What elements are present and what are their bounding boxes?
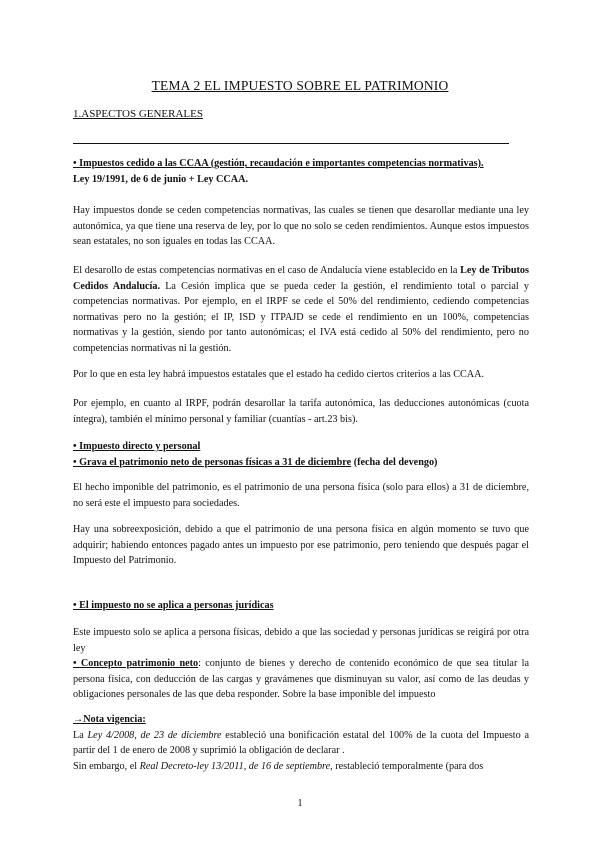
paragraph-8 <box>73 656 529 703</box>
nota-line2-pre: Sin embargo, el <box>73 760 140 772</box>
page-number: 1 <box>297 798 303 809</box>
law-reference: Ley 19/1991, de 6 de junio + Ley CCAA. <box>73 173 249 185</box>
nota-ley-4-2008: Ley 4/2008, de 23 de diciembre <box>87 729 222 741</box>
page-title: TEMA 2 EL IMPUESTO SOBRE EL PATRIMONIO <box>151 78 449 93</box>
bullet-personas-juridicas-text: • El impuesto no se aplica a personas jurídicas <box>73 600 274 611</box>
paragraph-4: Por ejemplo, en cuanto al IRPF, podrán desarollar la tarifa autonómica, las deducciones autonómicas (cuota íntegra), también el mínimo personal y familiar (cuantías - art.23 bis). <box>73 398 529 425</box>
bullet-grava-patrimonio-rest: (fecha del devengo) <box>351 456 438 468</box>
concepto-patrimonio-text: : conjunto de bienes y derecho de contenido económico de que sea titular la persona física, con deducción de las cargas y gravámenes que disminuyan su valor, así como de las deudas y obligaciones personales de las que deba responder. Sobre la base imponible del impuesto <box>73 658 530 701</box>
paragraph-3: Por lo que en esta ley habrá impuestos estatales que el estado ha cedido ciertos criterios a las CCAA. <box>73 369 485 380</box>
paragraph-1: Hay impuestos donde se ceden competencias normativas, las cuales se tienen que desarollar mediante una ley autonómica, ya que tiene una reserva de ley, por lo que no solo se ceden rendimientos. Aunque estos impuestos sean estatales, no son iguales en todas las CCAA. <box>73 205 529 248</box>
paragraph-6: Hay una sobreexposición, debido a que el patrimonio de una persona física en algún momento se tuvo que adquirir; habiendo entonces pagado antes un impuesto por ese patrimonio, pero teniendo que después pagar el Impuesto del Patrimonio. <box>73 524 529 567</box>
bullet-personas-juridicas <box>73 598 529 614</box>
nota-line2-post: restableció temporalmente (para dos <box>332 760 484 772</box>
nota-line1-pre: La <box>73 729 88 741</box>
paragraph-2 <box>73 263 529 357</box>
nota-vigencia-label: →Nota vigencia: <box>73 714 146 725</box>
paragraph-2-law: Ley de Tributos Cedidos Andalucía. <box>73 265 529 292</box>
concepto-patrimonio-label: • Concepto patrimonio neto <box>73 658 199 669</box>
bullet-directo-personal: • Impuesto directo y personal <box>73 441 201 452</box>
bullet-impuestos-cedidos <box>73 156 529 187</box>
bullets-impuesto-directo <box>73 439 529 470</box>
paragraph-2-after: La Cesión implica que se pueda ceder la gestión, el rendimiento total o parcial y competencias normativas. Por ejemplo, en el IRPF se cede el 50% del rendimiento, cediendo competencias normativas pero no la gestión; el IP, ISD y ITPAJD se cede el rendimiento en un 100%, competencias normativas y la gestión, siendo por tanto autonómicas; el IVA está cedido al 50% del rendimiento, pero no competencias normativas ni la gestión. <box>73 280 529 354</box>
bullet-grava-patrimonio: • Grava el patrimonio neto de personas físicas a 31 de diciembre <box>73 456 352 468</box>
paragraph-7: Este impuesto solo se aplica a persona físicas, debido a que las sociedad y personas jurídicas se reigirá por otra ley <box>73 627 529 654</box>
section-heading: 1.ASPECTOS GENERALES <box>73 108 203 120</box>
paragraph-5: El hecho imponible del patrimonio, es el patrimonio de una persona física (solo para ellos) a 31 de diciembre, no será este el impuesto para sociedades. <box>73 482 529 509</box>
nota-line1-post: estableció una bonificación estatal del 100% de la cuota del Impuesto a partir del 1 de enero de 2008 y suprimió la obligación de declarar . <box>73 729 529 757</box>
bullet-impuestos-cedidos-text: • Impuestos cedido a las CCAA (gestión, recaudación e importantes competencias normativas). <box>73 158 484 169</box>
paragraph-2-before: El desarollo de estas competencias normativas en el caso de Andalucía viene establecido en la <box>73 265 461 276</box>
nota-real-decreto: Real Decreto-ley 13/2011, de 16 de septiembre, <box>139 760 333 772</box>
horizontal-rule <box>73 143 509 144</box>
nota-vigencia <box>73 712 529 774</box>
